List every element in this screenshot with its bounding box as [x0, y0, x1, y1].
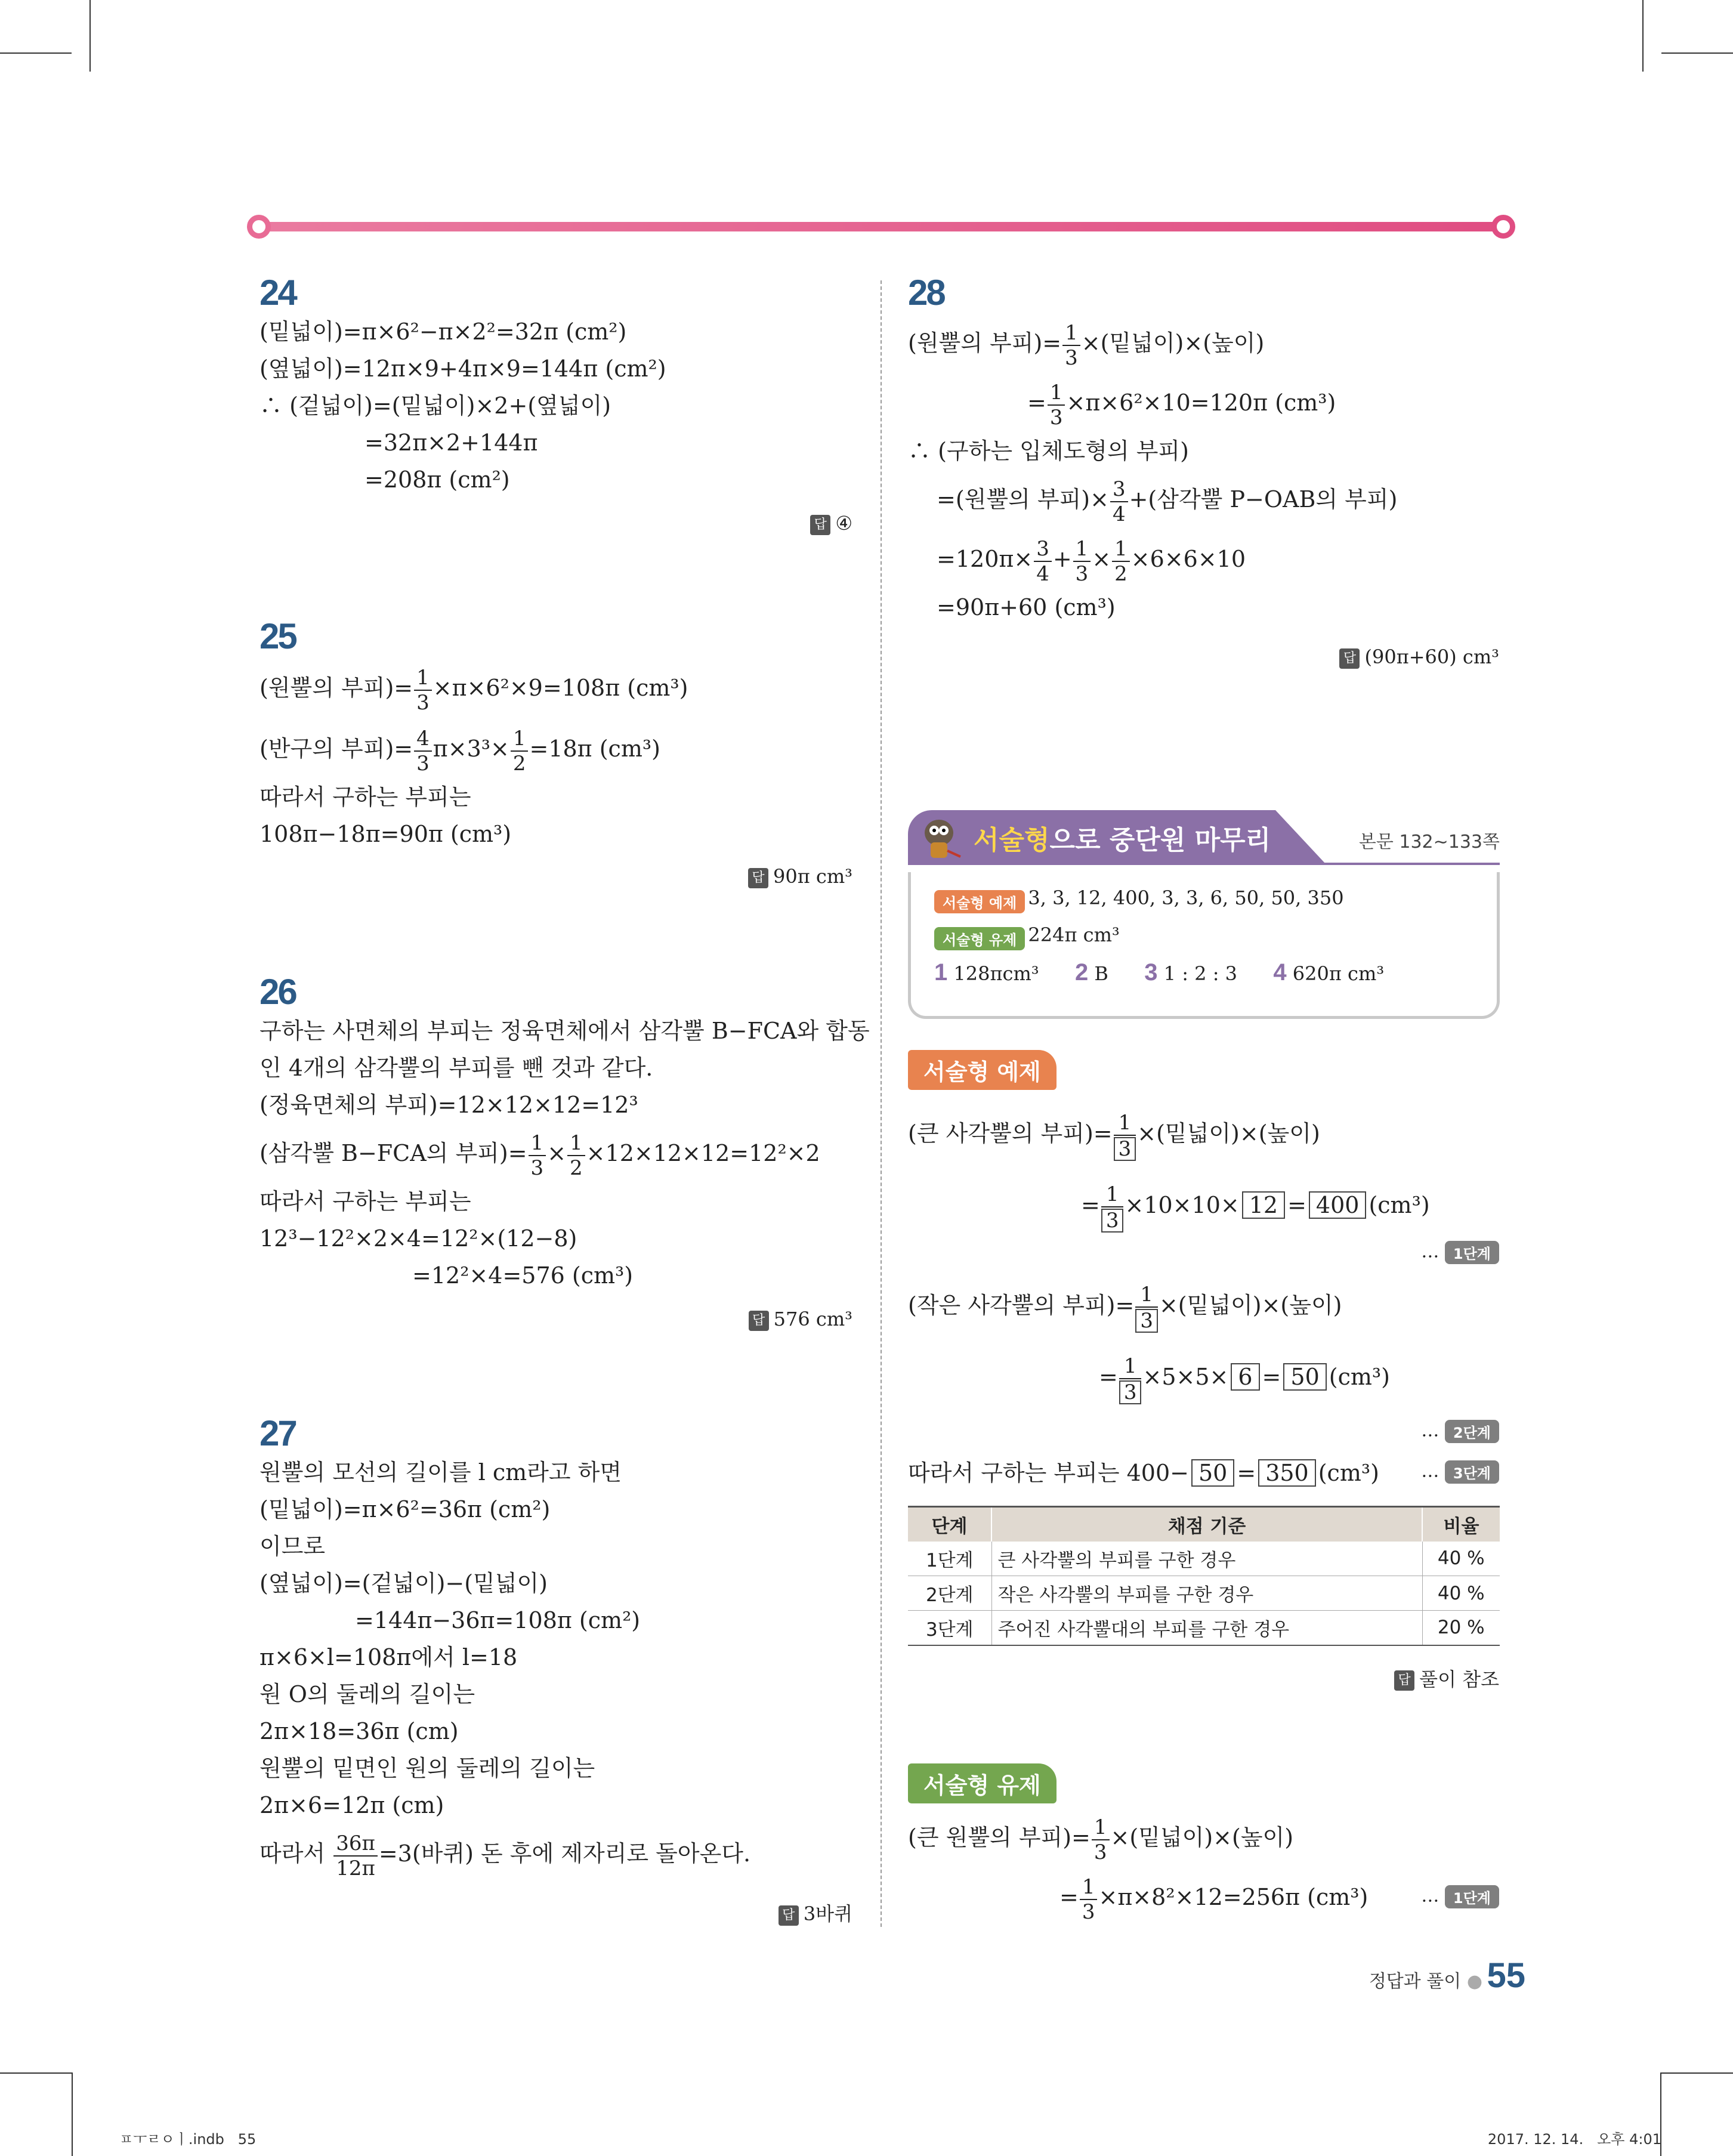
problem-28	[908, 272, 1505, 626]
exercise-header: 서술형 유제	[908, 1763, 1057, 1803]
answer-26	[749, 1308, 852, 1331]
review-row-3: 1 128πcm³ 2 B 3 1 : 2 : 3 4 620π cm³	[934, 959, 1385, 986]
problem-number: 27	[260, 1413, 296, 1453]
example-solution-2	[908, 1269, 1505, 1413]
solution-line: 원뿔의 밑면인 원의 둘레의 길이는	[260, 1755, 595, 1781]
answer-value: 576 cm³	[773, 1308, 852, 1330]
table-row: 1단계 큰 사각뿔의 부피를 구한 경우 40 %	[908, 1542, 1500, 1576]
print-file-info: ㅍㅜㄹㅇㅣ.indb 55	[119, 2131, 257, 2148]
answer-icon: 답	[748, 868, 768, 888]
review-tag: 서술형 유제	[934, 927, 1025, 950]
solution-line: =12²×4=576 (cm³)	[412, 1262, 634, 1289]
solution-line: = $\frac{1}{3}$ ×10×10× 12 = 400 (cm³)	[1081, 1182, 1430, 1233]
step-marker: … 2단계	[1421, 1420, 1499, 1443]
solution-line: (정육면체의 부피)=12×12×12=12³	[260, 1092, 638, 1118]
answer-value: 90π cm³	[773, 865, 852, 888]
problem-number: 26	[260, 972, 296, 1012]
table-header: 비율	[1422, 1507, 1500, 1542]
solution-line: 따라서 $\frac{36\pi}{12\pi}$ =3(바퀴) 돈 후에 제자리로 돌아온다.	[260, 1831, 751, 1880]
crop-mark	[1642, 0, 1644, 72]
header-bar	[254, 222, 1509, 231]
crop-mark	[1661, 2072, 1733, 2074]
solution-line: = $\frac{1}{3}$ ×5×5× 6 = 50 (cm³)	[1099, 1354, 1390, 1404]
solution-line: 2π×18=36π (cm)	[260, 1718, 459, 1744]
solution-line: (큰 원뿔의 부피)= $\frac{1}{3}$ ×(밑넓이)×(높이)	[908, 1815, 1294, 1864]
answer-value: 풀이 참조	[1419, 1668, 1499, 1691]
crop-mark	[1661, 52, 1733, 54]
review-value: 224π cm³	[1028, 923, 1120, 946]
solution-line: 인 4개의 삼각뿔의 부피를 뺀 것과 같다.	[260, 1055, 653, 1081]
review-section	[908, 810, 1500, 1019]
solution-line: 108π−18π=90π (cm³)	[260, 821, 512, 847]
answer-icon: 답	[779, 1905, 799, 1926]
solution-line: =(원뿔의 부피)× $\frac{3}{4}$ +(삼각뿔 P−OAB의 부피)	[937, 477, 1398, 526]
step-marker: … 3단계	[1421, 1460, 1499, 1484]
problem-27	[260, 1413, 856, 1883]
exercise-solution	[908, 1808, 1505, 1927]
solution-line: =90π+60 (cm³)	[937, 594, 1116, 620]
review-value: 3, 3, 12, 400, 3, 3, 6, 50, 50, 350	[1028, 887, 1344, 909]
solution-line: (밑넓이)=π×6²=36π (cm²)	[260, 1496, 551, 1522]
header-bar-left-dot	[247, 215, 271, 239]
crop-mark	[72, 2072, 73, 2156]
answer-24	[810, 512, 852, 535]
crop-mark	[89, 0, 91, 72]
solution-line: ∴ (구하는 입체도형의 부피)	[908, 438, 1189, 464]
solution-line: (원뿔의 부피)= $\frac{1}{3}$ ×(밑넓이)×(높이)	[908, 320, 1265, 370]
solution-line: 원 O의 둘레의 길이는	[260, 1681, 475, 1707]
table-header: 채점 기준	[991, 1507, 1422, 1542]
review-page-ref: 본문 132∼133쪽	[1358, 832, 1500, 852]
problem-25	[260, 616, 856, 852]
solution-line: 12³−12²×2×4=12²×(12−8)	[260, 1225, 577, 1252]
review-title-underline	[908, 863, 1500, 865]
solution-line: (큰 사각뿔의 부피)= $\frac{1}{3}$ ×(밑넓이)×(높이)	[908, 1110, 1320, 1161]
example-answer	[1394, 1664, 1499, 1692]
review-row-2	[934, 923, 1120, 950]
problem-24	[260, 272, 856, 498]
solution-line: ∴ (겉넓이)=(밑넓이)×2+(옆넓이)	[260, 393, 611, 419]
answer-value: ④	[835, 512, 852, 535]
review-title: 서술형으로 중단원 마무리	[974, 825, 1271, 855]
solution-line: (작은 사각뿔의 부피)= $\frac{1}{3}$ ×(밑넓이)×(높이)	[908, 1282, 1342, 1333]
crop-mark	[0, 52, 72, 54]
solution-line: (삼각뿔 B−FCA의 부피)= $\frac{1}{3}$ × $\frac{1}{2}$ ×12×12×12=12²×2	[260, 1130, 820, 1180]
answer-28	[1339, 645, 1499, 669]
solution-line: π×6×l=108π에서 l=18	[260, 1644, 518, 1670]
solution-line: (반구의 부피)= $\frac{4}{3}$ π×3³× $\frac{1}{2}$ =18π (cm³)	[260, 726, 660, 776]
footer-label: 정답과 풀이 ●	[1369, 1971, 1482, 1992]
problem-number: 25	[260, 616, 296, 656]
solution-line: 원뿔의 모선의 길이를 l cm라고 하면	[260, 1459, 622, 1485]
solution-line: 따라서 구하는 부피는	[260, 1188, 471, 1215]
example-header: 서술형 예제	[908, 1050, 1057, 1090]
crop-mark	[0, 2072, 72, 2074]
answer-icon: 답	[749, 1311, 769, 1331]
problem-26	[260, 971, 870, 1294]
answer-27	[779, 1899, 852, 1926]
table-header: 단계	[908, 1507, 991, 1542]
solution-line: 이므로	[260, 1533, 326, 1559]
answer-value: 3바퀴	[803, 1902, 852, 1925]
column-divider	[881, 280, 882, 1927]
answer-value: (90π+60) cm³	[1364, 645, 1499, 668]
answer-icon: 답	[1339, 648, 1360, 669]
solution-line: (원뿔의 부피)= $\frac{1}{3}$ ×π×6²×9=108π (cm³)	[260, 665, 688, 715]
solution-line: (옆넓이)=(겉넓이)−(밑넓이)	[260, 1570, 548, 1596]
solution-line: (옆넓이)=12π×9+4π×9=144π (cm²)	[260, 356, 666, 382]
solution-line: = $\frac{1}{3}$ ×π×6²×10=120π (cm³)	[1027, 380, 1336, 430]
solution-line: =32π×2+144π	[364, 430, 538, 456]
answer-icon: 답	[810, 515, 830, 535]
solution-line: (밑넓이)=π×6²−π×2²=32π (cm²)	[260, 319, 627, 345]
solution-line: 구하는 사면체의 부피는 정육면체에서 삼각뿔 B−FCA와 합동	[260, 1018, 870, 1044]
answer-25	[748, 865, 852, 888]
step-marker: … 1단계	[1421, 1885, 1499, 1908]
answer-icon: 답	[1394, 1670, 1414, 1691]
header-bar-right-dot	[1491, 215, 1515, 239]
review-row-1	[934, 887, 1344, 913]
solution-line: =208π (cm²)	[364, 467, 510, 493]
page-number: 55	[1487, 1956, 1525, 1995]
grading-table	[908, 1506, 1500, 1646]
step-marker: … 1단계	[1421, 1241, 1499, 1264]
solution-line: = $\frac{1}{3}$ ×π×8²×12=256π (cm³)	[1059, 1874, 1369, 1924]
table-row: 2단계 작은 사각뿔의 부피를 구한 경우 40 %	[908, 1576, 1500, 1611]
example-solution	[908, 1098, 1505, 1241]
table-row: 3단계 주어진 사각뿔대의 부피를 구한 경우 20 %	[908, 1611, 1500, 1645]
problem-number: 24	[260, 273, 296, 313]
solution-line: =144π−36π=108π (cm²)	[355, 1607, 641, 1633]
print-date-info: 2017. 12. 14. 오후 4:01	[1487, 2131, 1661, 2148]
mascot-icon	[915, 815, 963, 863]
solution-line: 따라서 구하는 부피는	[260, 784, 471, 810]
solution-line: =120π× $\frac{3}{4}$ + $\frac{1}{3}$ × $\frac{1}{2}$ ×6×6×10	[937, 536, 1246, 586]
solution-line: 따라서 구하는 부피는 400− 50 = 350 (cm³)	[908, 1460, 1379, 1486]
solution-line: 2π×6=12π (cm)	[260, 1792, 444, 1818]
problem-number: 28	[908, 273, 944, 313]
review-tag: 서술형 예제	[934, 890, 1025, 913]
